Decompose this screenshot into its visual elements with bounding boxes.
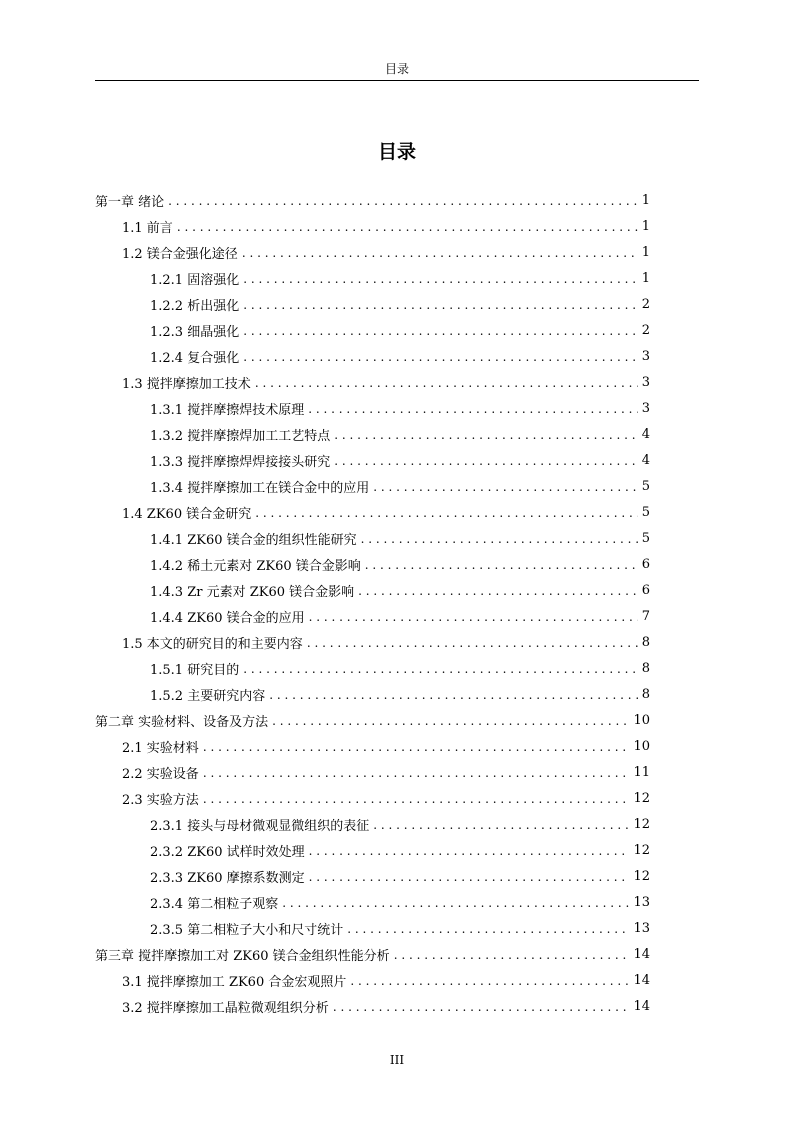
toc-entry-label: 1.4.1 ZK60 镁合金的组织性能研究 [150, 532, 357, 548]
toc-entry-label: 第二章 实验材料、设备及方法 [95, 714, 269, 730]
toc-entry[interactable] [95, 395, 650, 421]
toc-entry-label: 2.2 实验设备 [122, 766, 199, 782]
footer-page-number: III [389, 1053, 405, 1067]
toc-entry-page-number: 14 [633, 998, 650, 1014]
toc-entry-label: 2.3.1 接头与母材微观显微组织的表征 [150, 818, 370, 834]
toc-entry[interactable] [95, 239, 650, 265]
toc-entry-page-number: 4 [641, 452, 650, 468]
toc-entry[interactable] [95, 993, 650, 1019]
toc-entry-label: 1.5 本文的研究目的和主要内容 [122, 636, 303, 652]
toc-entry-page-number: 3 [641, 400, 650, 416]
toc-entry[interactable] [95, 603, 650, 629]
toc-entry-page-number: 1 [641, 218, 650, 234]
toc-dot-leader [168, 195, 638, 213]
toc-entry-label: 第一章 绪论 [95, 194, 165, 210]
toc-entry[interactable] [95, 499, 650, 525]
toc-entry[interactable] [95, 577, 650, 603]
toc-entry-page-number: 5 [641, 478, 650, 494]
toc-entry-page-number: 8 [641, 686, 650, 702]
toc-entry[interactable] [95, 707, 650, 733]
toc-entry[interactable] [95, 291, 650, 317]
toc-entry[interactable] [95, 915, 650, 941]
toc-dot-leader [203, 741, 630, 759]
toc-entry-page-number: 1 [641, 244, 650, 260]
toc-entry-label: 1.4 ZK60 镁合金研究 [122, 506, 252, 522]
toc-entry-page-number: 1 [641, 192, 650, 208]
toc-dot-leader [308, 403, 638, 421]
toc-entry[interactable] [95, 421, 650, 447]
toc-entry-page-number: 14 [633, 946, 650, 962]
toc-dot-leader [272, 715, 629, 733]
toc-entry-page-number: 14 [633, 972, 650, 988]
table-of-contents [95, 187, 650, 1019]
toc-entry-page-number: 7 [641, 608, 650, 624]
toc-entry-page-number: 3 [641, 348, 650, 364]
toc-entry[interactable] [95, 811, 650, 837]
toc-entry[interactable] [95, 525, 650, 551]
toc-entry-label: 1.3.1 搅拌摩擦焊技术原理 [150, 402, 305, 418]
toc-entry[interactable] [95, 213, 650, 239]
toc-entry[interactable] [95, 785, 650, 811]
toc-entry-label: 1.2.4 复合强化 [150, 350, 240, 366]
toc-entry-page-number: 12 [633, 868, 650, 884]
toc-dot-leader [309, 871, 630, 889]
toc-dot-leader [365, 559, 638, 577]
toc-entry[interactable] [95, 369, 650, 395]
toc-entry[interactable] [95, 837, 650, 863]
toc-entry-page-number: 3 [641, 374, 650, 390]
toc-entry-page-number: 2 [641, 296, 650, 312]
toc-dot-leader [307, 637, 638, 655]
toc-entry[interactable] [95, 629, 650, 655]
toc-entry-label: 2.3.3 ZK60 摩擦系数测定 [150, 870, 305, 886]
toc-dot-leader [269, 689, 638, 707]
toc-dot-leader [243, 351, 638, 369]
toc-entry[interactable] [95, 759, 650, 785]
toc-dot-leader [394, 949, 630, 967]
toc-entry[interactable] [95, 473, 650, 499]
header-divider [95, 80, 699, 81]
toc-entry-label: 2.3.4 第二相粒子观察 [150, 896, 279, 912]
toc-dot-leader [177, 221, 638, 239]
toc-dot-leader [203, 793, 630, 811]
toc-entry[interactable] [95, 551, 650, 577]
toc-entry-label: 2.3.5 第二相粒子大小和尺寸统计 [150, 922, 344, 938]
toc-entry[interactable] [95, 317, 650, 343]
toc-entry-page-number: 8 [641, 634, 650, 650]
toc-entry-label: 1.5.2 主要研究内容 [150, 688, 266, 704]
toc-dot-leader [243, 299, 638, 317]
toc-entry-page-number: 5 [641, 504, 650, 520]
toc-entry-label: 3.1 搅拌摩擦加工 ZK60 合金宏观照片 [122, 974, 347, 990]
toc-entry-page-number: 10 [633, 712, 650, 728]
toc-entry[interactable] [95, 681, 650, 707]
toc-dot-leader [373, 481, 638, 499]
toc-entry-page-number: 10 [633, 738, 650, 754]
toc-entry-page-number: 12 [633, 790, 650, 806]
toc-entry-label: 1.3 搅拌摩擦加工技术 [122, 376, 251, 392]
toc-entry[interactable] [95, 941, 650, 967]
toc-entry-page-number: 8 [641, 660, 650, 676]
toc-entry-page-number: 2 [641, 322, 650, 338]
toc-dot-leader [309, 845, 630, 863]
toc-entry-page-number: 4 [641, 426, 650, 442]
toc-entry-label: 1.3.2 搅拌摩擦焊加工工艺特点 [150, 428, 331, 444]
toc-entry-label: 1.5.1 研究目的 [150, 662, 240, 678]
toc-entry-label: 1.4.2 稀土元素对 ZK60 镁合金影响 [150, 558, 361, 574]
toc-entry-page-number: 5 [641, 530, 650, 546]
toc-dot-leader [309, 611, 638, 629]
toc-dot-leader [243, 325, 638, 343]
toc-entry-label: 1.4.3 Zr 元素对 ZK60 镁合金影响 [150, 584, 355, 600]
toc-dot-leader [242, 247, 638, 265]
toc-dot-leader [334, 429, 638, 447]
toc-entry[interactable] [95, 343, 650, 369]
toc-entry-label: 3.2 搅拌摩擦加工晶粒微观组织分析 [122, 1000, 329, 1016]
toc-dot-leader [350, 975, 629, 993]
toc-entry-label: 1.3.4 搅拌摩擦加工在镁合金中的应用 [150, 480, 370, 496]
toc-entry[interactable] [95, 265, 650, 291]
toc-dot-leader [373, 819, 629, 837]
toc-dot-leader [255, 507, 637, 525]
toc-entry-label: 2.3.2 ZK60 试样时效处理 [150, 844, 305, 860]
toc-entry-label: 1.2.1 固溶强化 [150, 272, 240, 288]
toc-entry[interactable] [95, 967, 650, 993]
toc-dot-leader [334, 455, 638, 473]
toc-entry[interactable] [95, 447, 650, 473]
toc-dot-leader [361, 533, 638, 551]
toc-dot-leader [243, 663, 638, 681]
toc-entry[interactable] [95, 187, 650, 213]
toc-entry-label: 1.1 前言 [122, 220, 173, 236]
header-title: 目录 [384, 62, 409, 76]
toc-dot-leader [243, 273, 638, 291]
toc-entry-label: 2.1 实验材料 [122, 740, 199, 756]
toc-entry-page-number: 1 [641, 270, 650, 286]
toc-entry[interactable] [95, 733, 650, 759]
toc-dot-leader [347, 923, 629, 941]
toc-entry-page-number: 11 [633, 764, 650, 780]
toc-entry-page-number: 12 [633, 842, 650, 858]
toc-entry-page-number: 13 [633, 894, 650, 910]
toc-entry-label: 第三章 搅拌摩擦加工对 ZK60 镁合金组织性能分析 [95, 948, 390, 964]
toc-entry-page-number: 13 [633, 920, 650, 936]
toc-entry-page-number: 6 [641, 582, 650, 598]
toc-entry-label: 1.3.3 搅拌摩擦焊焊接接头研究 [150, 454, 331, 470]
page-title: 目录 [377, 141, 416, 163]
toc-dot-leader [255, 377, 638, 395]
toc-entry-label: 1.2.3 细晶强化 [150, 324, 240, 340]
toc-entry-label: 1.2.2 析出强化 [150, 298, 240, 314]
toc-entry-label: 2.3 实验方法 [122, 792, 199, 808]
toc-dot-leader [203, 767, 630, 785]
toc-entry-page-number: 6 [641, 556, 650, 572]
toc-dot-leader [333, 1001, 630, 1019]
toc-entry[interactable] [95, 655, 650, 681]
toc-entry-label: 1.2 镁合金强化途径 [122, 246, 238, 262]
toc-dot-leader [282, 897, 629, 915]
toc-entry[interactable] [95, 863, 650, 889]
toc-entry[interactable] [95, 889, 650, 915]
toc-entry-label: 1.4.4 ZK60 镁合金的应用 [150, 610, 305, 626]
toc-entry-page-number: 12 [633, 816, 650, 832]
toc-dot-leader [358, 585, 638, 603]
